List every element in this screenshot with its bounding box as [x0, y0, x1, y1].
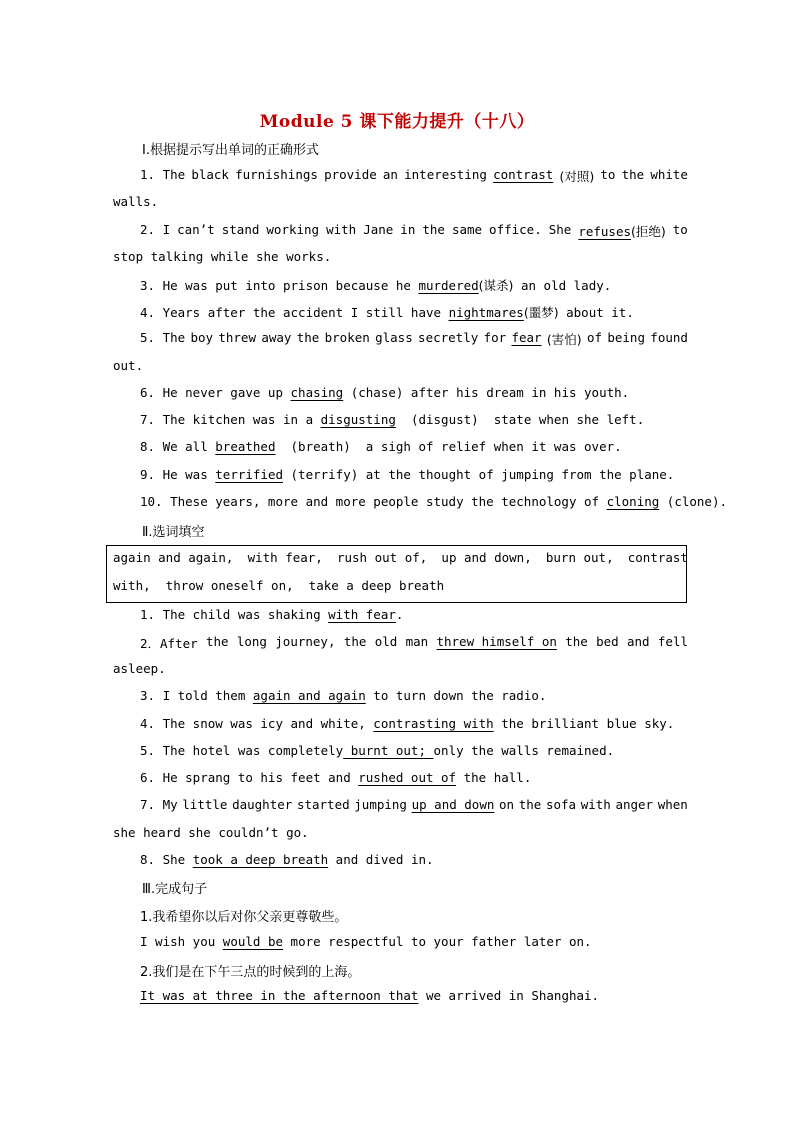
s1-q10: 10. These years, more and more people study the technology of cloning (clone). — [140, 494, 728, 509]
answer: contrasting with — [373, 716, 494, 731]
s2-q4: 4. The snow was icy and white, contrasting with the brilliant blue sky. — [140, 716, 675, 731]
s2-q3: 3. I told them again and again to turn down the radio. — [140, 688, 547, 703]
s2-q1: 1. The child was shaking with fear. — [140, 607, 404, 622]
answer: refuses — [578, 224, 631, 239]
word-bank-line2: with, throw oneself on, take a deep breath — [113, 578, 445, 593]
answer: up and down — [411, 797, 495, 812]
s1-q4: 4. Years after the accident I still have nightmares(噩梦) about it. — [140, 305, 634, 320]
answer: again and again — [252, 688, 366, 703]
answer: disgusting — [320, 412, 396, 427]
answer: nightmares — [448, 305, 524, 320]
s1-q2-line2: stop talking while she works. — [113, 249, 332, 264]
answer: murdered — [418, 278, 479, 293]
s1-q2-line1: 2. I can’t stand working with Jane in the same office. She refuses(拒绝) to — [140, 222, 688, 239]
s1-q9: 9. He was terrified (terrify) at the thought of jumping from the plane. — [140, 467, 675, 482]
answer: with fear — [328, 607, 396, 622]
s1-q5-line2: out. — [113, 358, 144, 373]
s2-q8: 8. She took a deep breath and dived in. — [140, 852, 434, 867]
s1-q1-line1: 1. The black furnishings provide an interesting contrast (对照) to the white — [140, 167, 688, 184]
s2-q2-line1: 2．After the long journey, the old man threw himself on the bed and fell — [140, 634, 688, 651]
answer: fear — [511, 330, 542, 345]
answer: terrified — [215, 467, 283, 482]
s3-q1: I wish you would be more respectful to your father later on. — [140, 934, 592, 949]
answer: chasing — [290, 385, 344, 400]
s2-q6: 6. He sprang to his feet and rushed out of the hall. — [140, 770, 532, 785]
s1-q5-line1: 5. The boy threw away the broken glass secretly for fear (害怕) of being found — [140, 330, 688, 347]
s3-q2: It was at three in the afternoon that we arrived in Shanghai. — [140, 988, 600, 1003]
answer: cloning — [606, 494, 660, 509]
answer: It was at three in the afternoon that — [140, 988, 419, 1003]
s2-q7-line1: 7. My little daughter started jumping up and down on the sofa with anger when — [140, 797, 688, 812]
s3-q1-chinese: 1.我希望你以后对你父亲更尊敬些。 — [140, 910, 348, 925]
word-bank-line1: again and again, with fear, rush out of, up and down, burn out, contrast — [113, 550, 688, 565]
s3-q2-chinese: 2.我们是在下午三点的时候到的上海。 — [140, 965, 361, 980]
s1-q7: 7. The kitchen was in a disgusting (disgust) state when she left. — [140, 412, 645, 427]
page-title: Module 5 课下能力提升（十八） — [259, 112, 535, 132]
s1-q3: 3. He was put into prison because he murdered(谋杀) an old lady. — [140, 278, 612, 293]
s1-q8: 8. We all breathed (breath) a sigh of relief when it was over. — [140, 439, 622, 454]
section-1-heading: Ⅰ.根据提示写出单词的正确形式 — [142, 143, 319, 158]
answer: threw himself on — [436, 634, 557, 649]
answer: contrast — [493, 167, 554, 182]
section-2-heading: Ⅱ.选词填空 — [142, 525, 205, 540]
answer: burnt out; — [343, 743, 434, 758]
section-3-heading: Ⅲ.完成句子 — [142, 882, 208, 897]
answer: would be — [222, 934, 284, 949]
answer: rushed out of — [358, 770, 457, 785]
s1-q1-line2: walls. — [113, 194, 159, 209]
answer: breathed — [215, 439, 276, 454]
answer: took a deep breath — [192, 852, 329, 867]
s1-q6: 6. He never gave up chasing (chase) after his dream in his youth. — [140, 385, 630, 400]
s2-q7-line2: she heard she couldn’t go. — [113, 825, 309, 840]
s2-q5: 5. The hotel was completely burnt out; only the walls remained. — [140, 743, 615, 758]
s2-q2-line2: asleep. — [113, 661, 166, 676]
